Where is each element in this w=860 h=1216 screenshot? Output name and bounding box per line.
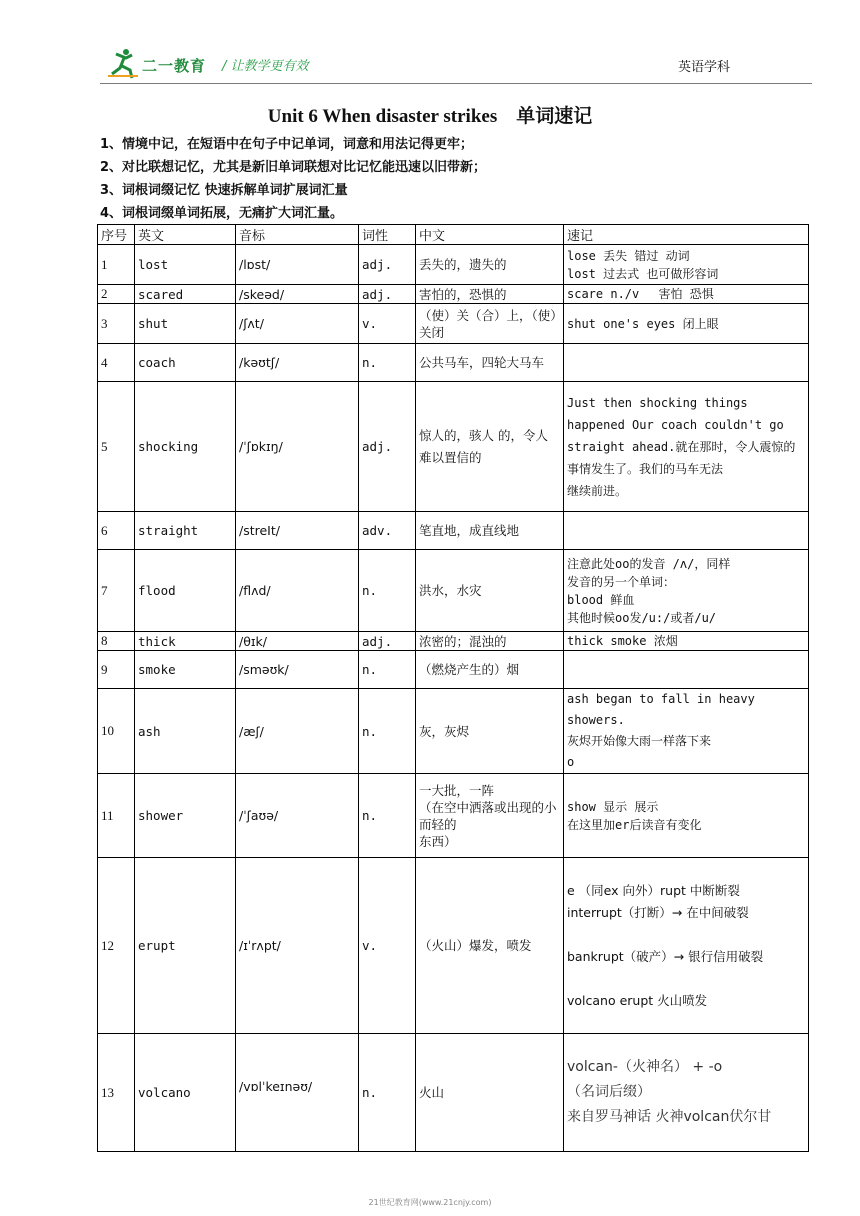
table-row <box>98 304 809 344</box>
table-row <box>98 512 809 550</box>
cell-pos: adj. <box>359 245 416 285</box>
header-divider <box>100 83 812 84</box>
cell-num: 1 <box>98 245 135 285</box>
col-header-note: 速记 <box>564 225 809 245</box>
intro-item: 2、对比联想记忆，尤其是新旧单词联想对比记忆能迅速以旧带新； <box>100 160 487 175</box>
cell-zh: 灰，灰烬 <box>416 689 564 774</box>
table-row <box>98 344 809 382</box>
cell-zh: （燃烧产生的）烟 <box>416 651 564 689</box>
cell-note: Just then shocking things happened Our coach couldn't go straight ahead.就在那时，令人震惊的事情发生了。我们的马车无法 继续前进。 <box>564 382 809 512</box>
cell-word: shower <box>135 774 236 858</box>
cell-pos: n. <box>359 689 416 774</box>
cell-word: shocking <box>135 382 236 512</box>
logo-text: 二一教育 <box>142 57 207 75</box>
slogan: / 让教学更有效 <box>222 59 309 74</box>
cell-pos: n. <box>359 344 416 382</box>
cell-pos: n. <box>359 1034 416 1152</box>
cell-word: flood <box>135 550 236 632</box>
cell-ipa: /kəʊtʃ/ <box>236 344 359 382</box>
table-row <box>98 689 809 774</box>
cell-pos: n. <box>359 774 416 858</box>
intro-item: 3、词根词缀记忆 快速拆解单词扩展词汇量 <box>100 183 348 198</box>
cell-zh: 丢失的，遗失的 <box>416 245 564 285</box>
cell-pos: adj. <box>359 285 416 304</box>
page-title: Unit 6 When disaster strikes 单词速记 <box>267 106 593 127</box>
cell-note <box>564 344 809 382</box>
table-row <box>98 632 809 651</box>
cell-ipa: /lɒst/ <box>236 245 359 285</box>
cell-pos: v. <box>359 304 416 344</box>
col-header-ipa: 音标 <box>236 225 359 245</box>
intro-item: 4、词根词缀单词拓展，无痛扩大词汇量。 <box>100 206 344 221</box>
cell-ipa: /ɪˈrʌpt/ <box>236 858 359 1034</box>
cell-ipa: /streIt/ <box>236 512 359 550</box>
cell-num: 10 <box>98 689 135 774</box>
cell-zh: 洪水，水灾 <box>416 550 564 632</box>
cell-word: coach <box>135 344 236 382</box>
table-row <box>98 550 809 632</box>
cell-num: 11 <box>98 774 135 858</box>
cell-zh: 火山 <box>416 1034 564 1152</box>
cell-word: scared <box>135 285 236 304</box>
cell-note <box>564 651 809 689</box>
cell-note: volcan-（火神名） + -o （名词后缀） 来自罗马神话 火神volcan伏尔甘 <box>564 1034 809 1152</box>
cell-note: ash began to fall in heavy showers. 灰烬开始像大雨一样落下来 o <box>564 689 809 774</box>
cell-num: 4 <box>98 344 135 382</box>
page-footer: 21世纪教育网(www.21cnjy.com) <box>368 1198 492 1207</box>
cell-note: lose 丢失 错过 动词 lost 过去式 也可做形容词 <box>564 245 809 285</box>
cell-num: 5 <box>98 382 135 512</box>
table-row <box>98 285 809 304</box>
cell-ipa: /θɪk/ <box>236 632 359 651</box>
cell-word: lost <box>135 245 236 285</box>
cell-zh: 一大批，一阵 （在空中洒落或出现的小而轻的 东西） <box>416 774 564 858</box>
cell-word: volcano <box>135 1034 236 1152</box>
cell-ipa: /vɒlˈkeɪnəʊ/ <box>236 1034 359 1152</box>
cell-note: scare n./v 害怕 恐惧 <box>564 285 809 304</box>
table-row <box>98 1034 809 1152</box>
cell-pos: v. <box>359 858 416 1034</box>
cell-ipa: /sməʊk/ <box>236 651 359 689</box>
cell-zh: 浓密的；混浊的 <box>416 632 564 651</box>
table-row <box>98 774 809 858</box>
col-header-zh: 中文 <box>416 225 564 245</box>
vocab-table <box>97 224 809 1152</box>
cell-ipa: /ˈʃɒkɪŋ/ <box>236 382 359 512</box>
cell-pos: adj. <box>359 632 416 651</box>
cell-word: shut <box>135 304 236 344</box>
cell-num: 3 <box>98 304 135 344</box>
cell-word: thick <box>135 632 236 651</box>
cell-note: show 显示 展示 在这里加er后读音有变化 <box>564 774 809 858</box>
intro-item: 1、情境中记，在短语中在句子中记单词，词意和用法记得更牢； <box>100 137 474 152</box>
cell-num: 9 <box>98 651 135 689</box>
cell-pos: n. <box>359 651 416 689</box>
cell-ipa: /skeəd/ <box>236 285 359 304</box>
cell-pos: adj. <box>359 382 416 512</box>
table-row <box>98 382 809 512</box>
cell-note: 注意此处oo的发音 /ʌ/，同样 发音的另一个单词： blood 鲜血 其他时候oo发/u:/或者/u/ <box>564 550 809 632</box>
cell-num: 6 <box>98 512 135 550</box>
cell-note: thick smoke 浓烟 <box>564 632 809 651</box>
cell-num: 8 <box>98 632 135 651</box>
cell-word: smoke <box>135 651 236 689</box>
cell-word: ash <box>135 689 236 774</box>
table-row <box>98 245 809 285</box>
table-row <box>98 858 809 1034</box>
cell-ipa: /æʃ/ <box>236 689 359 774</box>
cell-num: 12 <box>98 858 135 1034</box>
cell-ipa: /flʌd/ <box>236 550 359 632</box>
subject-label: 英语学科 <box>678 60 731 75</box>
cell-zh: 笔直地，成直线地 <box>416 512 564 550</box>
table-header-row <box>98 225 809 245</box>
cell-ipa: /ʃʌt/ <box>236 304 359 344</box>
cell-ipa: /ˈʃaʊə/ <box>236 774 359 858</box>
cell-note <box>564 512 809 550</box>
cell-zh: 害怕的，恐惧的 <box>416 285 564 304</box>
table-row <box>98 651 809 689</box>
cell-num: 2 <box>98 285 135 304</box>
cell-zh: 公共马车，四轮大马车 <box>416 344 564 382</box>
cell-note: shut one's eyes 闭上眼 <box>564 304 809 344</box>
cell-pos: adv. <box>359 512 416 550</box>
cell-word: straight <box>135 512 236 550</box>
cell-zh: 惊人的，骇人 的，令人难以置信的 <box>416 382 564 512</box>
cell-pos: n. <box>359 550 416 632</box>
cell-num: 7 <box>98 550 135 632</box>
cell-word: erupt <box>135 858 236 1034</box>
col-header-word: 英文 <box>135 225 236 245</box>
page-header <box>0 0 860 100</box>
cell-zh: （使）关（合）上，（使）关闭 <box>416 304 564 344</box>
col-header-num: 序号 <box>98 225 135 245</box>
intro-list <box>100 133 820 225</box>
cell-note: e （同ex 向外）rupt 中断断裂 interrupt（打断）→ 在中间破裂 bankrupt（破产）→ 银行信用破裂 volcano erupt 火山喷发 <box>564 858 809 1034</box>
cell-num: 13 <box>98 1034 135 1152</box>
cell-zh: （火山）爆发，喷发 <box>416 858 564 1034</box>
col-header-pos: 词性 <box>359 225 416 245</box>
